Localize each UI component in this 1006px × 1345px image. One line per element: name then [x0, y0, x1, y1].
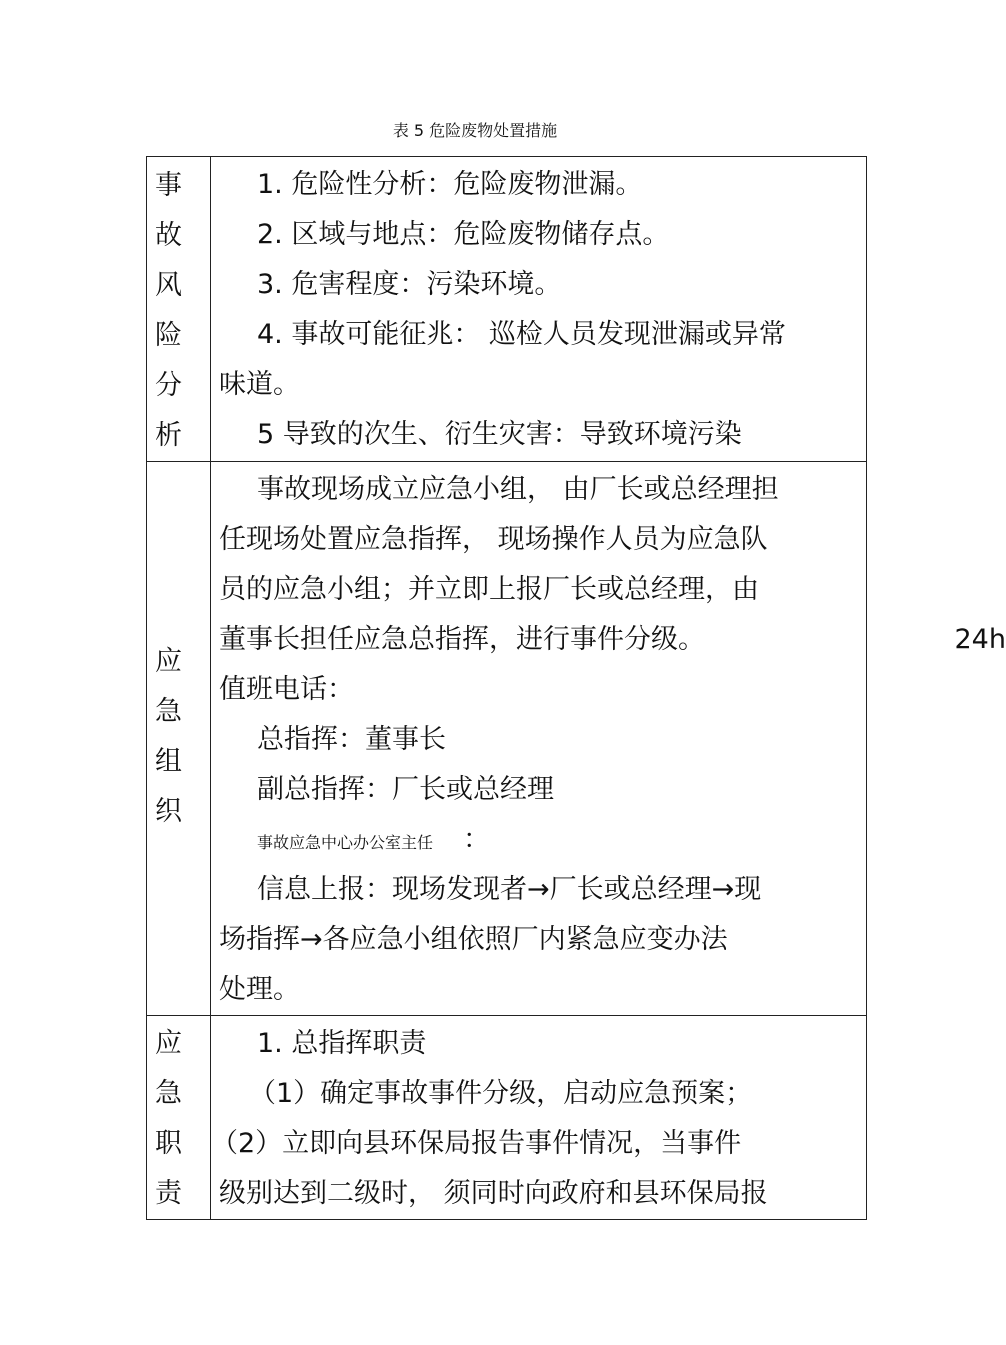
row-header-cell	[147, 1016, 211, 1220]
text-line: 5 导致的次生、衍生灾害：导致环境污染	[257, 419, 742, 450]
text-line: 4. 事故可能征兆： 巡检人员发现泄漏或异常	[257, 319, 786, 350]
table-caption: 表 5 危险废物处置措施	[392, 121, 558, 140]
row-header-cell	[147, 462, 211, 1016]
row-label-emergency-duties: 应急职责	[155, 1028, 182, 1209]
table-row	[147, 462, 867, 1016]
text-line: 员的应急小组；并立即上报厂长或总经理，由	[219, 574, 759, 605]
colon-mark: ：	[463, 824, 491, 855]
row-label-emergency-organization: 应急组织	[155, 646, 182, 827]
text-line: （1）确定事故事件分级，启动应急预案；	[249, 1078, 753, 1109]
row-content-cell	[211, 157, 867, 462]
text-line: 事故现场成立应急小组， 由厂长或总经理担	[257, 474, 779, 505]
row-content-cell	[211, 1016, 867, 1220]
text-line: 味道。	[219, 369, 300, 400]
text-line	[211, 615, 1006, 665]
text-line	[211, 815, 866, 865]
text-span: 董事长担任应急总指挥，进行事件分级。	[219, 624, 705, 655]
text-line: （2）立即向县环保局报告事件情况，当事件	[211, 1128, 742, 1159]
measures-table	[146, 156, 1006, 1220]
text-line: 任现场处置应急指挥， 现场操作人员为应急队	[219, 524, 768, 555]
table-row	[147, 157, 867, 462]
text-line: 级别达到二级时， 须同时向政府和县环保局报	[219, 1178, 768, 1209]
row-content-cell	[211, 462, 1006, 1016]
text-line: 处理。	[219, 974, 300, 1005]
row-label-risk-analysis: 事故风险分析	[155, 170, 182, 451]
text-line: 副总指挥：厂长或总经理	[257, 774, 554, 805]
text-line: 1. 危险性分析：危险废物泄漏。	[257, 169, 643, 200]
text-line: 场指挥→各应急小组依照厂内紧急应变办法	[219, 924, 728, 955]
table-row	[147, 1016, 867, 1220]
text-line: 信息上报：现场发现者→厂长或总经理→现	[257, 874, 762, 905]
row-header-cell	[147, 157, 211, 462]
hotline-hours: 24h	[954, 624, 1006, 655]
office-director-label: 事故应急中心办公室主任	[257, 833, 434, 852]
text-line: 值班电话：	[219, 674, 354, 705]
text-line: 1. 总指挥职责	[257, 1028, 427, 1059]
text-line: 3. 危害程度：污染环境。	[257, 269, 562, 300]
text-line: 2. 区域与地点：危险废物储存点。	[257, 219, 670, 250]
text-line: 总指挥：董事长	[257, 724, 446, 755]
